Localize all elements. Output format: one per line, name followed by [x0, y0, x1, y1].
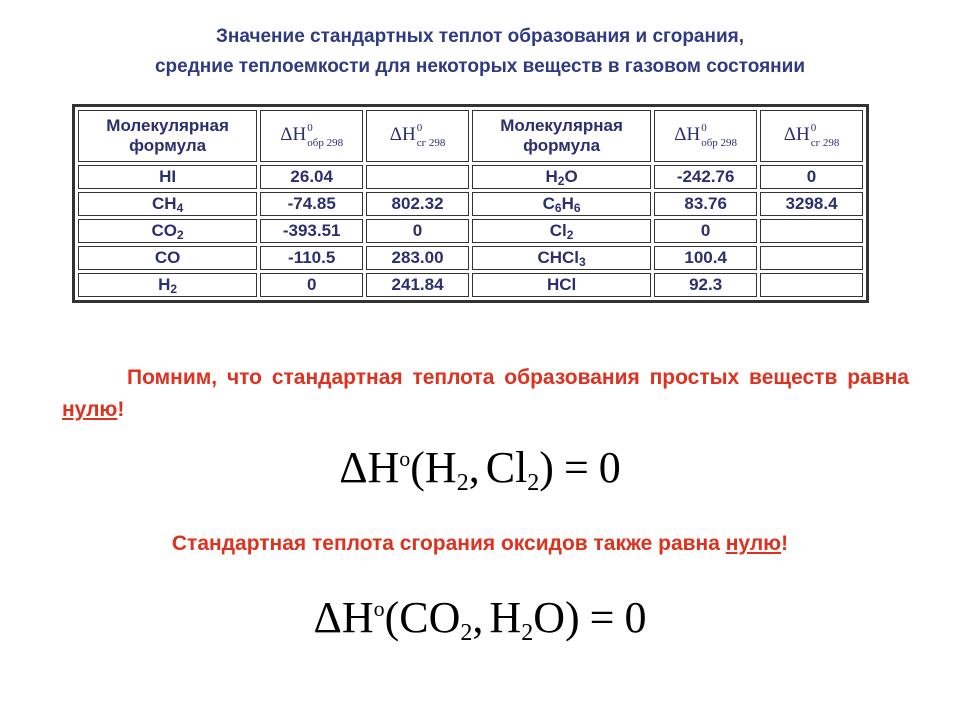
cell-dh-combustion: 241.84	[366, 273, 469, 297]
cell-dh-formation: 26.04	[260, 165, 363, 189]
table-header-row	[78, 110, 863, 162]
enthalpy-table	[72, 104, 869, 303]
dh-symbol: ΔH	[674, 124, 701, 146]
cell-dh-combustion: 0	[366, 219, 469, 243]
formula-symbol: H	[489, 593, 522, 642]
cell-dh-combustion: 283.00	[366, 246, 469, 270]
cell-dh-formation: 92.3	[654, 273, 757, 297]
table-row	[78, 273, 863, 297]
formula-subscript: 4	[176, 201, 184, 215]
enthalpy-table-wrapper	[72, 104, 869, 303]
formula-equals-sign: =	[589, 593, 615, 642]
header-dh-formation-right	[654, 110, 757, 162]
cell-dh-combustion	[760, 219, 863, 243]
cell-dh-formation: -242.76	[654, 165, 757, 189]
dh-symbol: ΔH	[389, 124, 416, 146]
dh-subscript-combustion: сг 298	[416, 137, 446, 149]
header-dh-combustion-right	[760, 110, 863, 162]
dh-superscript: 0	[701, 122, 707, 134]
formula-subscript: 2	[521, 620, 534, 646]
dh-subscript-formation: обр 298	[701, 137, 738, 149]
cell-molecular-formula	[472, 219, 651, 243]
dh-index-stack	[416, 122, 446, 149]
cell-dh-combustion: 802.32	[366, 192, 469, 216]
table-body	[78, 165, 863, 297]
formula-text: CO	[151, 221, 178, 240]
formula-subscript: 6	[554, 201, 562, 215]
cell-molecular-formula	[472, 192, 651, 216]
formula-symbol: (CO	[384, 593, 461, 642]
table-row	[78, 219, 863, 243]
cell-molecular-formula	[472, 273, 651, 297]
title-line-2: средние теплоемкости для некоторых веществ в газовом состоянии	[154, 56, 806, 77]
cell-molecular-formula	[78, 192, 257, 216]
formula-subscript: 2	[527, 470, 540, 496]
dh-superscript: 0	[307, 122, 313, 134]
dh-index-stack	[810, 122, 840, 149]
cell-dh-formation: 100.4	[654, 246, 757, 270]
header-formula-line-1: Молекулярная	[106, 116, 229, 135]
formula-comma: ,	[472, 593, 484, 642]
cell-dh-formation: -110.5	[260, 246, 363, 270]
note-simple-substances	[62, 362, 909, 426]
formula-comma: ,	[468, 443, 480, 492]
dh-formation-symbol	[674, 122, 738, 149]
table-row	[78, 246, 863, 270]
formula-oxides	[0, 590, 960, 646]
dh-subscript-combustion: сг 298	[810, 137, 840, 149]
cell-molecular-formula	[472, 165, 651, 189]
cell-dh-combustion: 3298.4	[760, 192, 863, 216]
formula-subscript: 2	[566, 228, 574, 242]
dh-symbol: ΔH	[280, 124, 307, 146]
header-formula-line-1: Молекулярная	[500, 116, 623, 135]
note2-underlined-word: нулю	[725, 532, 782, 555]
formula-subscript: 2	[170, 282, 178, 296]
header-dh-combustion-left	[366, 110, 469, 162]
dh-formation-symbol	[280, 122, 344, 149]
formula-symbol: O)	[533, 593, 580, 642]
formula-text: CHCl	[537, 248, 580, 267]
formula-text: C	[542, 194, 555, 213]
note-oxides	[0, 528, 960, 560]
formula-subscript: 3	[579, 255, 586, 269]
cell-molecular-formula	[78, 273, 257, 297]
formula-text: HI	[159, 167, 177, 186]
formula-subscript: 2	[456, 470, 469, 496]
cell-dh-combustion: 0	[760, 165, 863, 189]
dh-combustion-symbol	[783, 122, 840, 149]
table-row	[78, 192, 863, 216]
formula-symbol: (H	[410, 443, 457, 492]
note1-underlined-word: нулю	[62, 398, 118, 421]
header-dh-formation-left	[260, 110, 363, 162]
cell-dh-formation: -393.51	[260, 219, 363, 243]
formula-subscript: 2	[177, 228, 184, 242]
dh-combustion-symbol	[389, 122, 446, 149]
formula-superscript: o	[373, 596, 385, 621]
header-formula-right	[472, 110, 651, 162]
dh-index-stack	[307, 122, 344, 149]
dh-symbol: ΔH	[783, 124, 810, 146]
formula-text: H	[158, 275, 171, 294]
formula-subscript: 2	[557, 174, 565, 188]
formula-equals-sign: =	[563, 443, 589, 492]
note2-text: Стандартная теплота сгорания оксидов также равна	[171, 532, 726, 555]
formula-text: HCl	[546, 275, 577, 294]
formula-simple-substances	[0, 440, 960, 496]
cell-molecular-formula	[78, 219, 257, 243]
formula-text: Cl	[549, 221, 567, 240]
dh-superscript: 0	[416, 122, 423, 134]
dh-subscript-formation: обр 298	[307, 137, 344, 149]
formula-symbol: 0	[598, 443, 621, 492]
header-formula-line-2: формула	[523, 136, 601, 155]
note2-exclamation: !	[781, 532, 789, 555]
formula-symbol: Cl	[485, 443, 528, 492]
header-formula-left	[78, 110, 257, 162]
formula-text: H	[545, 167, 558, 186]
cell-dh-combustion	[760, 273, 863, 297]
formula-text: CH	[152, 194, 177, 213]
cell-dh-formation: -74.85	[260, 192, 363, 216]
dh-superscript: 0	[810, 122, 817, 134]
formula-text: O	[564, 167, 578, 186]
formula-symbol: ΔH	[313, 593, 374, 642]
formula-superscript: o	[399, 446, 411, 471]
table-row	[78, 165, 863, 189]
cell-dh-combustion	[760, 246, 863, 270]
formula-symbol: 0	[624, 593, 647, 642]
formula-subscript: 6	[573, 201, 581, 215]
cell-dh-formation: 83.76	[654, 192, 757, 216]
formula-symbol: ΔH	[339, 443, 400, 492]
cell-dh-formation: 0	[654, 219, 757, 243]
formula-text: CO	[154, 248, 181, 267]
dh-index-stack	[701, 122, 738, 149]
formula-subscript: 2	[460, 620, 473, 646]
note1-text: Помним, что стандартная теплота образования простых веществ равна	[127, 366, 909, 389]
note1-exclamation: !	[117, 398, 125, 421]
title-line-1: Значение стандартных теплот образования и сгорания,	[215, 26, 745, 47]
cell-dh-formation: 0	[260, 273, 363, 297]
cell-molecular-formula	[78, 246, 257, 270]
cell-molecular-formula	[78, 165, 257, 189]
formula-text: H	[561, 194, 574, 213]
cell-dh-combustion	[366, 165, 469, 189]
header-formula-line-2: формула	[129, 136, 207, 155]
slide-title	[0, 22, 960, 82]
cell-molecular-formula	[472, 246, 651, 270]
formula-symbol: )	[539, 443, 554, 492]
